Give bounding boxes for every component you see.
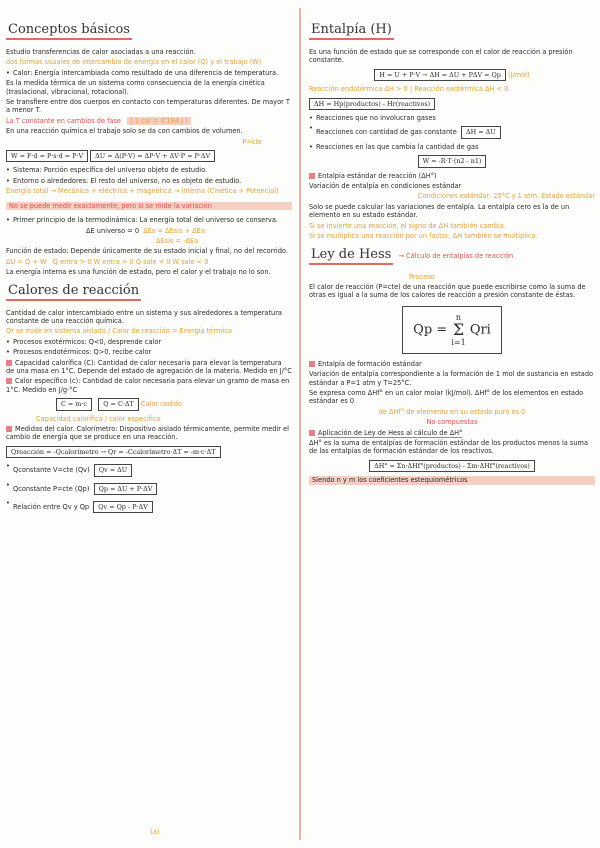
bullet-square-icon — [6, 426, 12, 432]
hess-body: El calor de reacción (P=cte) de una reacción que puede escribirse como la suma de otras es igual a la suma de los calores de reacción a presión constante de éstas. — [309, 282, 586, 300]
exotermicos: • Procesos exotérmicos: Q<0, desprende calor — [6, 338, 292, 346]
qr-formula: Qreacción = -Qcalorímetro → Qr = -Ccalorímetro·ΔT = -m·c·ΔT — [6, 446, 221, 458]
delta-system: ΔEs = ΔEsis + ΔEa — [143, 226, 205, 235]
hess-small-label: Proceso — [409, 272, 435, 281]
left-column: Conceptos básicos Estudio transferencias de calor asociadas a una reacción. dos formas usuales de intercambio de energía en el calor (Q) y el trabajo (W) • Calor: Energía intercambiada como resultado de una diferencia de temperatura. Es la medida térmica de un sistema como consecuencia de la energía cinética (traslacional, vibracional, rotacional). Se transfiere entre dos cuerpos en contacto con temperaturas diferentes. De mayor T a menor T. La T constante en cambios de fase ( 1 cal = 4'184 J ) En una reacción química el trabajo solo se da con cambios de volumen. P=cte W = F·d = P·s·d = P·V ΔU = Δ(P·V) = ΔP·V + ΔV·P = P·ΔV • Sistema: Porción específica del universo objeto de estudio. • Entorno o alrededores: El resto del universo, no es objeto de estudio. Energía total → Mecánica + eléctrica + magnética → interna (Cinética + Potencial) No se puede medir exactamente, pero si se mide la variación • Primer principio de la termodinámica: La energía total del universo se conserva. ΔE universo = 0 ΔEs = ΔEsis + ΔEa ΔEsis = -ΔEa Función de estado: Depende únicamente de su estado inicial y final, no del recorrido. ΔU = Q + W Q entra > 0 W entra > 0 Q sale < 0 W sale < 0 La energía interna es una función de estado, pero el calor y el trabajo no lo son. Calores de reacción Cantidad de calor intercambiado entre un sistema y sus alrededores a temperatura constante de una reacción química. Qr se mide en sistema aislado / Calor de reacción = Energía térmica • Procesos exotérmicos: Q<0, desprende calor • Procesos endotérmicos: Q>0, recibe calor Capacidad calorífica (C): Cantidad de calor necesaria para elevar la temperatura de una masa en 1°C. Depende del estado de agregación de la materia. Medido en J/°C Calor específico (c): Cantidad de calor necesaria para elevar un gramo de masa en 1°C. Medido en J/g·°C C = m·c Q = C·ΔT Calor cedido Capacidad calorífica / calor específico Medidas del calor. Calorímetro: Dispositivo aislado térmicamente, permite medir el cambio de energía que se produce en una reacción. Qreacción = -Qcalorímetro → Qr = -Ccalorímetro·ΔT = -m·c·ΔT • Qconstante V=cte (Qv) Qv = ΔU • Qconstante P=cte (Qp) Qp = ΔU + P·ΔV • Relación entre Qv y Qp Qv = Qp - P·ΔV — [6, 18, 292, 517]
calor-definition: • Calor: Energía intercambiada como resultado de una diferencia de temperatura. — [6, 69, 292, 77]
std-conditions: Condiciones estándar: 25°C y 1 atm. Estado estándar — [417, 192, 595, 201]
c-formula: C = m·c — [56, 398, 92, 410]
h-formula: H = U + P·V → ΔH = ΔU + PΔV = Qp — [374, 69, 505, 81]
h-units: (J/mol) — [507, 70, 530, 79]
column-divider — [299, 8, 301, 840]
variation-banner: No se puede medir exactamente, pero si se mide la variación — [6, 202, 292, 210]
aplicacion-title: Aplicación de Ley de Hess al cálculo de ΔH° — [318, 428, 463, 437]
calor-definition-3: Se transfiere entre dos cuerpos en contacto con temperaturas diferentes. De mayor T a menor T. — [6, 98, 290, 115]
hess-formula — [402, 306, 502, 354]
relacion-label: Relación entre Qv y Qp — [13, 503, 90, 512]
bullet-square-icon — [6, 360, 12, 366]
bullet-square-icon — [309, 361, 315, 367]
work-formula: W = F·d = P·s·d = P·V — [6, 150, 88, 162]
delta-system-2: ΔEsis = -ΔEa — [156, 236, 199, 245]
aplicacion-formula: ΔH° = Σn·ΔHf°(productos) - Σm·ΔHf°(reactivos) — [369, 460, 535, 472]
std-definition: Variación de entalpía en condiciones estándar — [309, 182, 462, 191]
calor-especifico: Calor específico (c): Cantidad de calor necesaria para elevar un gramo de masa en 1°C. Medido en J/g·°C — [6, 377, 290, 394]
section-title-entalpia: Entalpía (H) — [309, 22, 394, 40]
right-column — [309, 18, 595, 487]
endo-exo: Reacción endotérmica ΔH > 0 | Reacción exotérmica ΔH < 0 — [309, 85, 509, 94]
bullet-square-icon — [6, 378, 12, 384]
multiply-rule: Si se multiplica una reacción por un factor, ΔH también se multiplica. — [309, 232, 538, 241]
hess-sum-bottom: i=1 — [451, 337, 466, 347]
p-constant-note: P=cte — [242, 137, 262, 146]
section-title-hess: Ley de Hess — [309, 247, 393, 265]
intro-text: Estudio transferencias de calor asociadas a una reacción. — [6, 48, 196, 56]
reaccion-note: Qr se mide en sistema aislado / Calor de reacción = Energía térmica — [6, 327, 232, 336]
sign-conventions: Q entra > 0 W entra > 0 Q sale < 0 W sale < 0 — [52, 257, 209, 266]
work-formula-2: ΔU = Δ(P·V) = ΔP·V + ΔV·P = P·ΔV — [90, 150, 215, 162]
qp-formula: Qp = ΔU + P·ΔV — [94, 483, 158, 495]
pconst-label: Qconstante P=cte (Qp) — [13, 484, 90, 493]
dh-formula: ΔH = Hp(productos) - Hr(reactivos) — [309, 98, 435, 110]
fase-note: La T constante en cambios de fase — [6, 116, 121, 125]
page-number: (a) — [150, 828, 160, 836]
section-title-calores: Calores de reacción — [6, 283, 141, 301]
formacion-units: Se expresa como ΔHf° en un calor molar (kJ/mol). ΔHf° de los elementos en estado estándar es 0 — [309, 388, 584, 406]
delta-universe: ΔE universo = 0 — [86, 226, 140, 235]
dh-du-formula: ΔH = ΔU — [461, 126, 501, 138]
hess-formula-right: Qri — [469, 322, 491, 338]
capacity-note-2: calor específico — [109, 414, 161, 423]
forms-text: dos formas usuales de intercambio de energía en el calor (Q) y el trabajo (W) — [6, 58, 262, 67]
hess-sum-sign: Σ — [452, 319, 465, 339]
hess-sum-top: n — [455, 312, 462, 322]
formacion-definition: Variación de entalpía correspondiente a la formación de 1 mol de sustancia en estado estándar a P=1 atm y T=25°C. — [309, 370, 594, 387]
qconst-label: Qconstante V=cte (Qv) — [13, 466, 90, 475]
gas-case-3: • Reacciones en las que cambia la cantidad de gas — [309, 143, 595, 151]
gas-case-1: • Reacciones que no involucran gases — [309, 114, 595, 122]
coef-note: Siendo n y m los coeficientes estequiométricos — [309, 476, 595, 484]
calor-definition-2: Es la medida térmica de un sistema como consecuencia de la energía cinética (traslacional, vibracional, rotacional). — [6, 79, 265, 96]
entorno-definition: • Entorno o alrededores: El resto del universo, no es objeto de estudio. — [6, 177, 292, 185]
cal-conversion: ( 1 cal = 4'184 J ) — [127, 117, 190, 125]
qv-formula: Qv = ΔU — [94, 464, 132, 476]
du-formula: ΔU = Q + W — [6, 257, 47, 266]
hess-formula-left: Qp = — [413, 322, 448, 338]
energia-total: Energía total → Mecánica + eléctrica + magnética → interna (Cinética + Potencial) — [6, 187, 279, 196]
q-note: Calor cedido — [140, 400, 183, 409]
capacidad-calorifica: Capacidad calorífica (C): Cantidad de calor necesaria para elevar la temperatura de una masa en 1°C. Depende del estado de agregación de la materia. Medido en J/°C — [6, 358, 292, 375]
section-title-conceptos: Conceptos básicos — [6, 22, 132, 40]
sistema-definition: • Sistema: Porción específica del universo objeto de estudio. — [6, 166, 292, 174]
calor-reaccion: Cantidad de calor intercambiado entre un sistema y sus alrededores a temperatura constante de una reacción química. — [6, 308, 282, 325]
hess-subtitle: → Cálculo de entalpías de reacción — [398, 251, 514, 260]
relacion-formula: Qv = Qp - P·ΔV — [93, 501, 152, 513]
capacity-note: Capacidad calorífica — [36, 414, 103, 423]
funcion-estado: Función de estado: Depende únicamente de su estado inicial y final, no del recorrido. — [6, 247, 288, 256]
energia-interna-note: La energía interna es una función de estado, pero el calor y el trabajo no lo son. — [6, 268, 271, 277]
bullet-square-icon — [309, 430, 315, 436]
q-formula: Q = C·ΔT — [98, 398, 138, 410]
gas-case-2: Reacciones con cantidad de gas constante — [316, 128, 457, 137]
gas-formula: W = -R·T·(n2 - n1) — [418, 155, 487, 167]
zero-rule: de ΔHf° de elemento en su estado puro es 0 — [378, 407, 526, 416]
formacion-title: Entalpía de formación estándar — [318, 359, 422, 368]
invert-rule: Si se invierte una reacción, el signo de ΔH también cambia. — [309, 221, 506, 230]
medidas-calor: Medidas del calor. Calorímetro: Dispositivo aislado térmicamente, permite medir el cambio de energía que se produce en una reacción. — [6, 425, 290, 442]
aplicacion-definition: ΔH° es la suma de entalpías de formación estándar de los productos menos la suma de las entalpías de formación estándar de los reactivos. — [309, 438, 588, 456]
endotermicos: • Procesos endotérmicos: Q>0, recibe calor — [6, 348, 292, 356]
trabajo-line: En una reacción química el trabajo solo se da con cambios de volumen. — [6, 127, 243, 136]
std-body: Solo se puede calcular las variaciones de entalpía. La entalpía cero es la de un elemento en su estado estándar. — [309, 202, 570, 220]
zero-note: No compuestas — [426, 418, 478, 427]
primer-principio: • Primer principio de la termodinámica: La energía total del universo se conserva. — [6, 216, 292, 224]
entalpia-definition: Es una función de estado que se corresponde con el calor de reacción a presión constante. — [309, 48, 573, 65]
bullet-square-icon — [309, 173, 315, 179]
entalpia-estandar: Entalpía estándar de reacción (ΔH°) — [318, 171, 437, 180]
